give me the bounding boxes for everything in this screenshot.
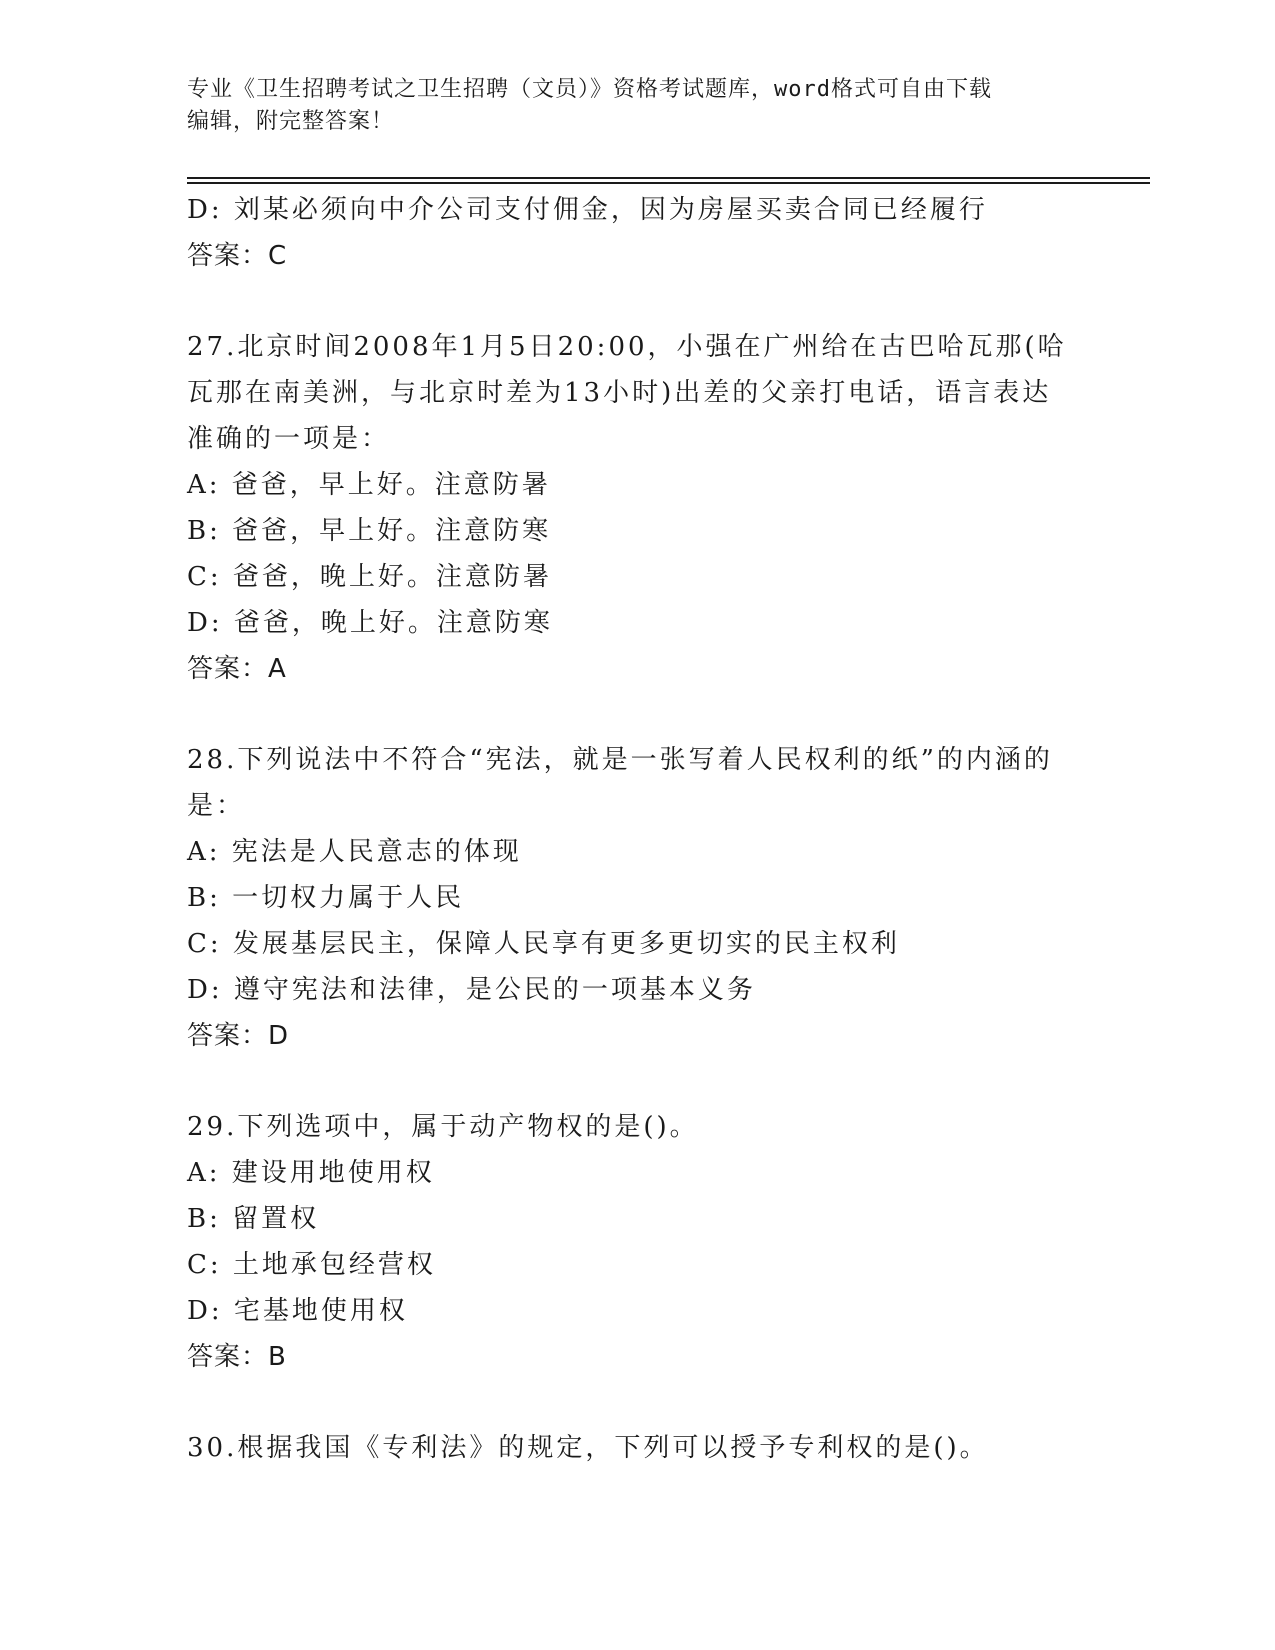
question-stem-line: 30.根据我国《专利法》的规定，下列可以授予专利权的是()。 [187,1433,989,1463]
option-a: A: 宪法是人民意志的体现 [187,837,522,867]
option-b: B: 一切权力属于人民 [187,883,465,913]
question-stem-line: 准确的一项是： [187,424,391,454]
option-d: D: 宅基地使用权 [187,1296,408,1326]
question-28 [187,737,1087,1059]
header-line-1: 专业《卫生招聘考试之卫生招聘（文员）》资格考试题库，word格式可自由下载 [187,77,992,102]
question-stem-line: 是： [187,791,246,821]
header-divider-bottom [187,182,1150,184]
option-c: C: 发展基层民主，保障人民享有更多更切实的民主权利 [187,929,900,959]
spacer [187,1059,1087,1104]
header-line-2: 编辑，附完整答案！ [187,109,395,134]
spacer [187,1380,1087,1425]
option-b: B: 留置权 [187,1204,320,1234]
question-29 [187,1104,1087,1380]
answer-line: 答案：A [187,654,287,684]
question-stem-line: 瓦那在南美洲，与北京时差为13小时)出差的父亲打电话，语言表达 [187,378,1052,408]
answer-line: 答案：B [187,1342,287,1372]
question-26-tail [187,187,1087,279]
option-b: B: 爸爸，早上好。注意防寒 [187,516,552,546]
question-stem-line: 28.下列说法中不符合“宪法，就是一张写着人民权利的纸”的内涵的 [187,745,1053,775]
spacer [187,279,1087,324]
option-d: D: 刘某必须向中介公司支付佣金，因为房屋买卖合同已经履行 [187,195,988,225]
document-header [187,74,1087,138]
answer-line: 答案：D [187,1021,290,1051]
option-c: C: 爸爸，晚上好。注意防暑 [187,562,552,592]
question-stem-line: 27.北京时间2008年1月5日20:00，小强在广州给在古巴哈瓦那(哈 [187,332,1067,362]
option-d: D: 遵守宪法和法律，是公民的一项基本义务 [187,975,756,1005]
question-stem-line: 29.下列选项中，属于动产物权的是()。 [187,1112,699,1142]
option-a: A: 建设用地使用权 [187,1158,435,1188]
option-d: D: 爸爸，晚上好。注意防寒 [187,608,553,638]
question-list [187,187,1087,1471]
option-c: C: 土地承包经营权 [187,1250,436,1280]
answer-line: 答案：C [187,241,288,271]
header-divider-top [187,177,1150,179]
question-30 [187,1425,1087,1471]
question-27 [187,324,1087,692]
spacer [187,692,1087,737]
option-a: A: 爸爸，早上好。注意防暑 [187,470,551,500]
